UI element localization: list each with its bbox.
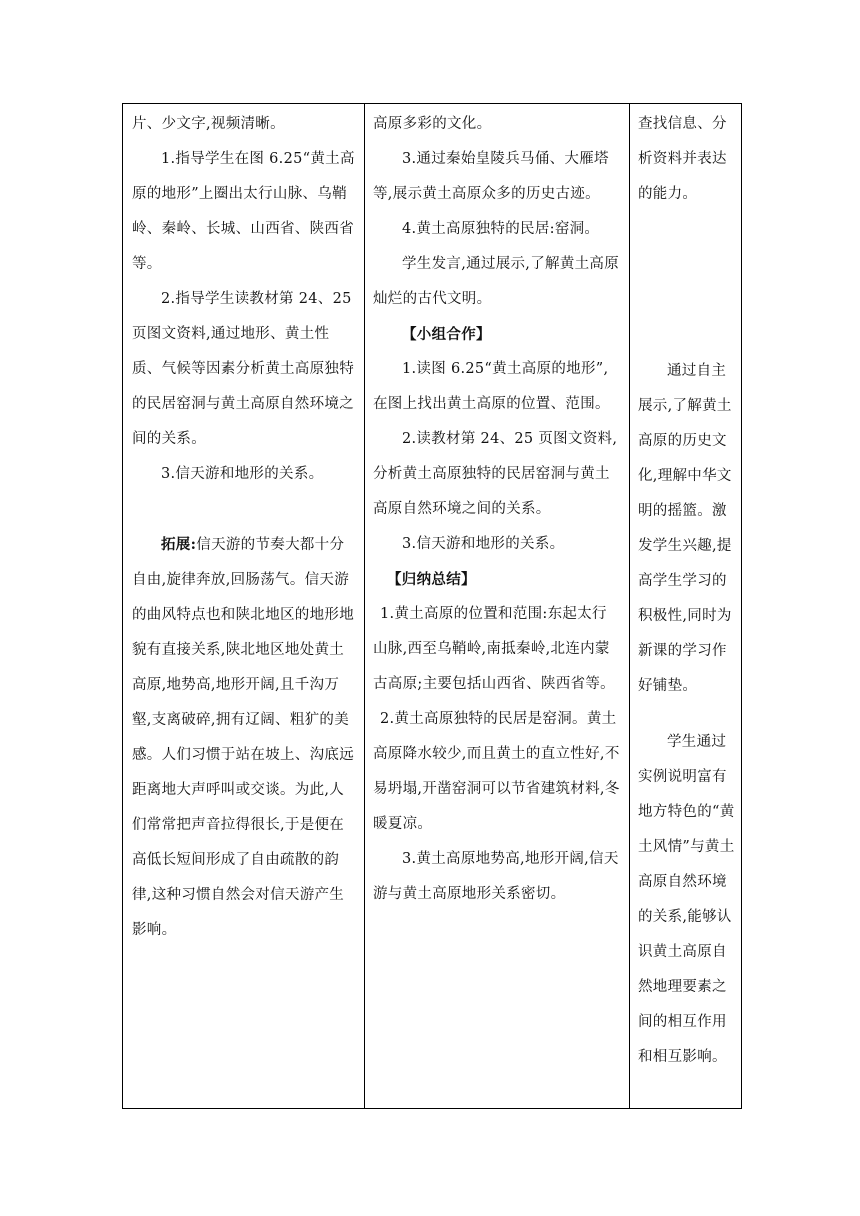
section-heading: 【归纳总结】 bbox=[387, 571, 476, 588]
paragraph: 1.读图 6.25“黄土高原的地形”,在图上找出黄土高原的位置、范围。 bbox=[373, 361, 610, 412]
paragraph: 高原多彩的文化。 bbox=[373, 116, 492, 132]
paragraph: 2.指导学生读教材第 24、25 页图文资料,通过地形、黄土性质、气候等因素分析黄土高原独特的民居窑洞与黄土高原自然环境之间的关系。 bbox=[132, 291, 354, 447]
paragraph: 4.黄土高原独特的民居:窑洞。 bbox=[402, 221, 600, 237]
paragraph: 3.通过秦始皇陵兵马俑、大雁塔等,展示黄土高原众多的历史古迹。 bbox=[373, 151, 609, 202]
paragraph: 3.信天游和地形的关系。 bbox=[402, 536, 565, 552]
paragraph: 3.黄土高原地势高,地形开阔,信天游与黄土高原地形关系密切。 bbox=[373, 851, 619, 902]
student-activity-cell bbox=[365, 104, 630, 1109]
paragraph: 查找信息、分析资料并表达的能力。 bbox=[638, 116, 727, 202]
paragraph: 3.信天游和地形的关系。 bbox=[161, 466, 324, 482]
design-intent-cell bbox=[630, 104, 742, 1109]
table-row bbox=[123, 104, 742, 1109]
paragraph: 1.黄土高原的位置和范围:东起太行山脉,西至乌鞘岭,南抵秦岭,北连内蒙古高原;主要包括山西省、陕西省等。 bbox=[373, 606, 615, 692]
blank-line bbox=[132, 492, 356, 527]
teacher-activity-cell bbox=[123, 104, 365, 1109]
lesson-plan-table bbox=[122, 103, 742, 1109]
paragraph: 2.黄土高原独特的民居是窑洞。黄土高原降水较少,而且黄土的直立性好,不易坍塌,开凿窑洞可以节省建筑材料,冬暖夏凉。 bbox=[373, 711, 620, 832]
section-heading: 【小组合作】 bbox=[402, 326, 491, 343]
paragraph: 2.读教材第 24、25 页图文资料,分析黄土高原独特的民居窑洞与黄土高原自然环境之间的关系。 bbox=[373, 431, 618, 517]
paragraph: 片、少文字,视频清晰。 bbox=[132, 116, 285, 132]
paragraph: 学生发言,通过展示,了解黄土高原灿烂的古代文明。 bbox=[373, 256, 620, 307]
blank-space bbox=[638, 704, 735, 725]
paragraph: 学生通过实例说明富有地方特色的“黄土风情”与黄土高原自然环境的关系,能够认识黄土高原自然地理要素之间的相互作用和相互影响。 bbox=[638, 734, 735, 1065]
extension-paragraph bbox=[132, 527, 356, 948]
extension-text: 信天游的节奏大都十分自由,旋律奔放,回肠荡气。信天游的曲风特点也和陕北地区的地形地貌有直接关系,陕北地区地处黄土高原,地势高,地形开阔,且千沟万壑,支离破碎,拥有辽阔、粗犷的美感。人们习惯于站在坡上、沟底远距离地大声呼叫或交谈。为此,人们常常把声音拉得很长,于是便在高低长短间形成了自由疏散的韵律,这种习惯自然会对信天游产生影响。 bbox=[132, 537, 354, 938]
blank-space bbox=[638, 212, 735, 354]
extension-label: 拓展: bbox=[161, 536, 197, 553]
paragraph: 1.指导学生在图 6.25“黄土高原的地形”上圈出太行山脉、乌鞘岭、秦岭、长城、山西省、陕西省等。 bbox=[132, 151, 355, 272]
paragraph: 通过自主展示,了解黄土高原的历史文化,理解中华文明的摇篮。激发学生兴趣,提高学生学习的积极性,同时为新课的学习作好铺垫。 bbox=[638, 363, 732, 694]
